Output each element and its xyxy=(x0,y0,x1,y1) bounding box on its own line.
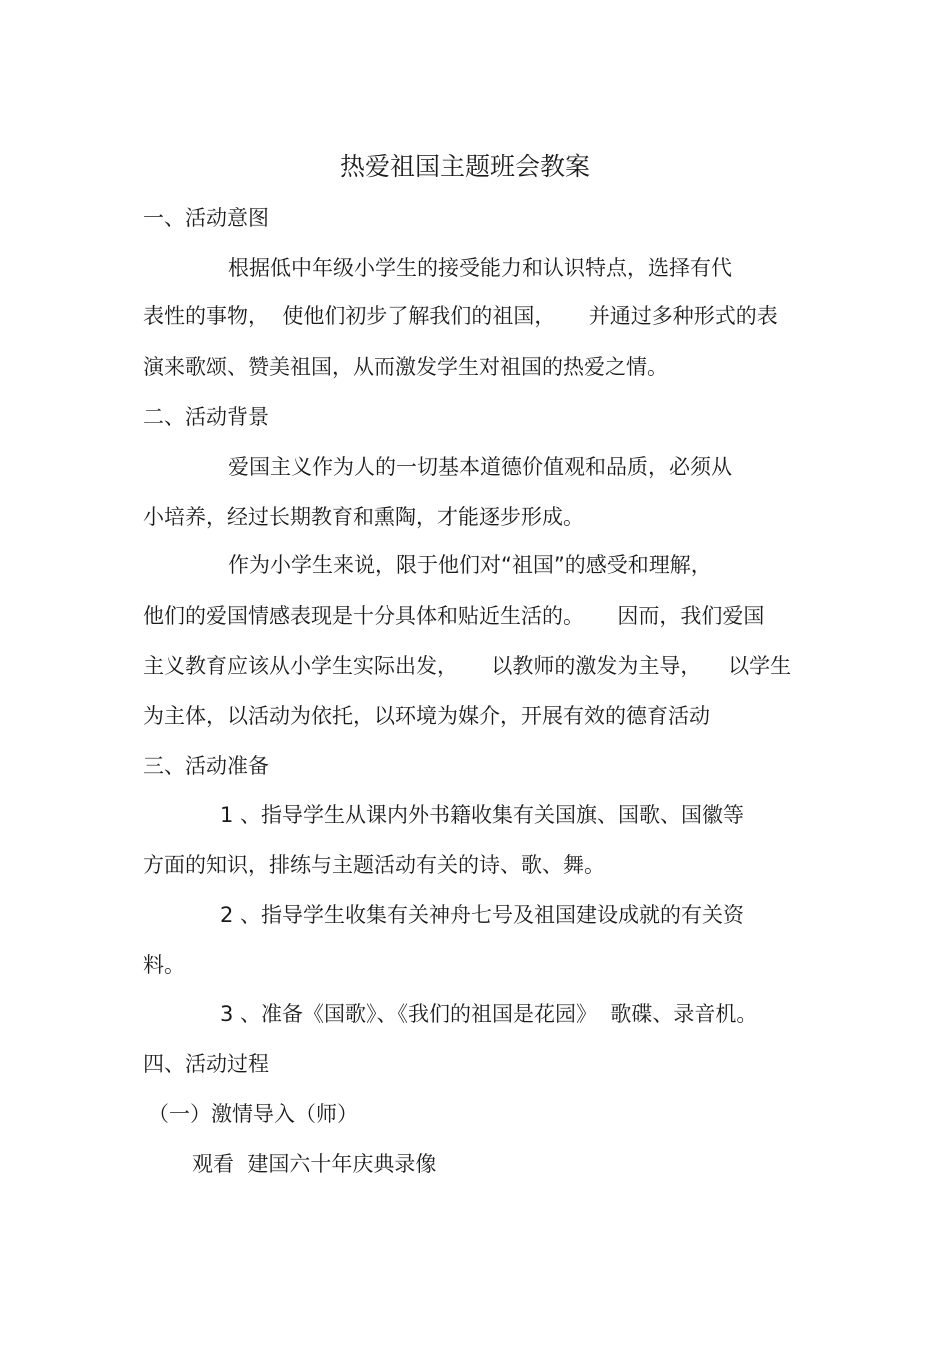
section-heading-preparation: 三、活动准备 xyxy=(143,754,269,778)
list-item: 方面的知识，排练与主题活动有关的诗、歌、舞。 xyxy=(143,853,605,877)
paragraph-line: 表性的事物， 使他们初步了解我们的祖国， 并通过多种形式的表 xyxy=(143,304,778,328)
page-title: 热爱祖国主题班会教案 xyxy=(339,152,590,181)
list-item: 2 、指导学生收集有关神舟七号及祖国建设成就的有关资 xyxy=(220,903,745,927)
paragraph-line: 他们的爱国情感表现是十分具体和贴近生活的。 因而，我们爱国 xyxy=(143,604,765,628)
section-heading-background: 二、活动背景 xyxy=(143,405,269,429)
list-item: 料。 xyxy=(143,953,185,977)
list-item: 3 、准备《国歌》、《我们的祖国是花园》 歌碟、录音机。 xyxy=(220,1002,758,1026)
list-item: 1 、指导学生从课内外书籍收集有关国旗、国歌、国徽等 xyxy=(220,803,745,827)
paragraph-line: 主义教育应该从小学生实际出发， 以教师的激发为主导， 以学生 xyxy=(143,654,792,678)
paragraph-line: 演来歌颂、赞美祖国，从而激发学生对祖国的热爱之情。 xyxy=(143,355,668,379)
paragraph-line: 观看 建国六十年庆典录像 xyxy=(192,1152,437,1176)
subsection-heading: （一）激情导入（师） xyxy=(148,1102,358,1126)
section-heading-process: 四、活动过程 xyxy=(143,1052,269,1076)
paragraph-line: 爱国主义作为人的一切基本道德价值观和品质，必须从 xyxy=(228,455,732,479)
section-heading-intent: 一、活动意图 xyxy=(143,206,269,230)
paragraph-line: 小培养，经过长期教育和熏陶，才能逐步形成。 xyxy=(143,505,584,529)
paragraph-line: 作为小学生来说，限于他们对“祖国”的感受和理解， xyxy=(228,553,712,577)
paragraph-line: 根据低中年级小学生的接受能力和认识特点，选择有代 xyxy=(228,256,732,280)
paragraph-line: 为主体，以活动为依托，以环境为媒介，开展有效的德育活动 xyxy=(143,704,710,728)
